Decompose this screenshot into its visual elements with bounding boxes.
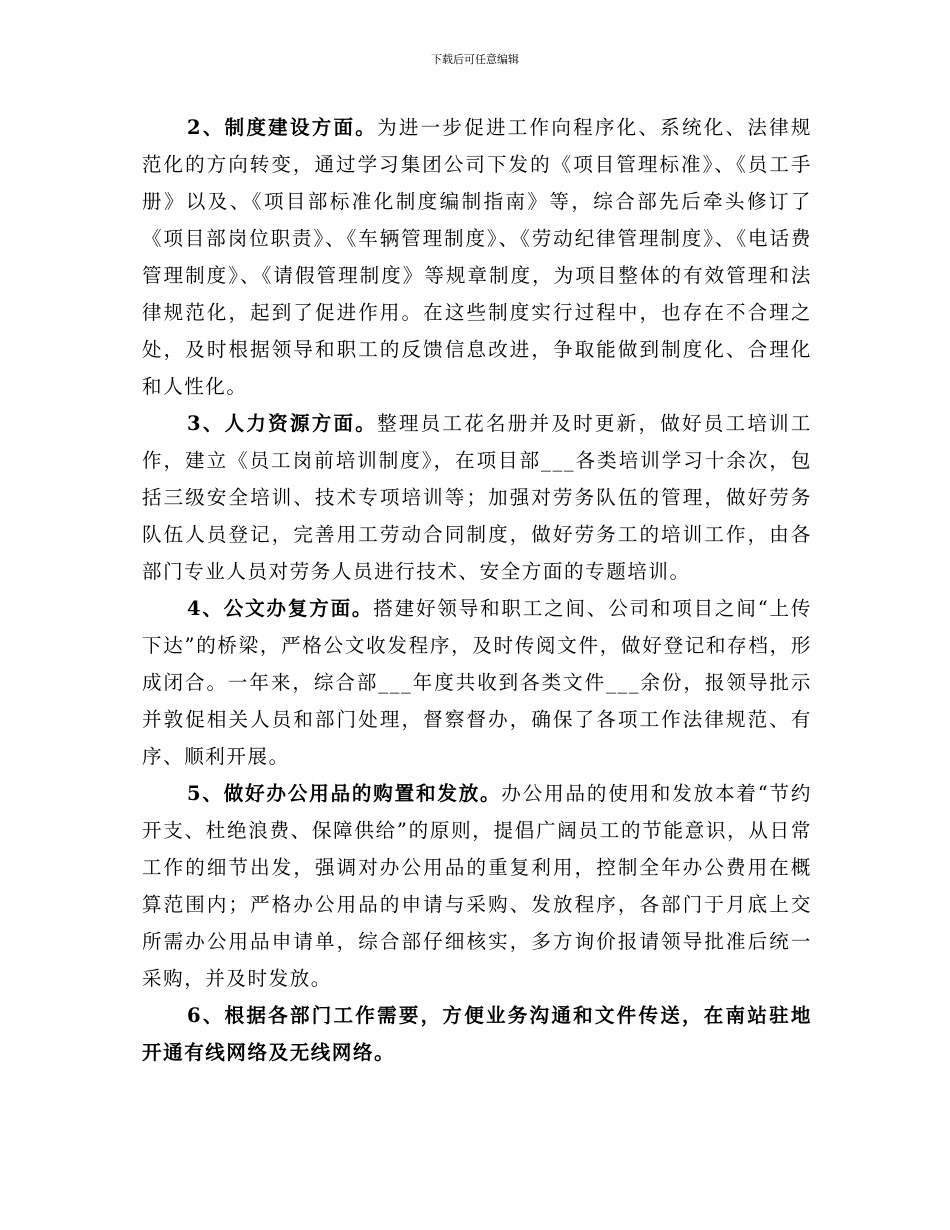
paragraph-heading: 5、做好办公用品的购置和发放。 <box>187 782 502 805</box>
paragraph-heading: 4、公文办复方面。 <box>187 597 374 620</box>
paragraph-text: 搭建好领导和职工之间、公司和项目之间“上传下达”的桥梁，严格公文收发程序，及时传阅文件，做好登记和存档，形成闭合。一年来，综合部___年度共收到各类文件___余份，报领导批示并敦促相关人员和部门处理，督察督办，确保了各项工作法律规范、有序、顺利开展。 <box>142 597 812 768</box>
paragraph-document-handling <box>142 590 812 775</box>
paragraph-text: 为进一步促进工作向程序化、系统化、法律规范化的方向转变，通过学习集团公司下发的《项目管理标准》、《员工手册》以及、《项目部标准化制度编制指南》等，综合部先后牵头修订了《项目部岗位职责》、《车辆管理制度》、《劳动纪律管理制度》、《电话费管理制度》、《请假管理制度》等规章制度，为项目整体的有效管理和法律规范化，起到了促进作用。在这些制度实行过程中，也存在不合理之处，及时根据领导和职工的反馈信息改进，争取能做到制度化、合理化和人性化。 <box>142 116 812 398</box>
paragraph-network-setup <box>142 997 812 1071</box>
paragraph-human-resources <box>142 405 812 590</box>
page-header-note: 下载后可任意编辑 <box>431 53 519 66</box>
paragraph-heading: 3、人力资源方面。 <box>187 412 378 435</box>
paragraph-text: 整理员工花名册并及时更新，做好员工培训工作，建立《员工岗前培训制度》，在项目部___各类培训学习十余次，包括三级安全培训、技术专项培训等；加强对劳务队伍的管理，做好劳务队伍人员登记，完善用工劳动合同制度，做好劳务工的培训工作，由各部门专业人员对劳务人员进行技术、安全方面的专题培训。 <box>142 412 812 583</box>
paragraph-system-building <box>142 109 812 405</box>
paragraph-office-supplies <box>142 775 812 997</box>
document-body <box>142 109 812 1071</box>
paragraph-heading: 2、制度建设方面。 <box>187 116 378 139</box>
paragraph-text: 办公用品的使用和发放本着“节约开支、杜绝浪费、保障供给”的原则，提倡广阔员工的节能意识，从日常工作的细节出发，强调对办公用品的重复利用，控制全年办公费用在概算范围内；严格办公用品的申请与采购、发放程序，各部门于月底上交所需办公用品申请单，综合部仔细核实，多方询价报请领导批准后统一采购，并及时发放。 <box>142 782 812 990</box>
paragraph-heading: 6、根据各部门工作需要，方便业务沟通和文件传送，在南站驻地开通有线网络及无线网络。 <box>142 1004 812 1064</box>
